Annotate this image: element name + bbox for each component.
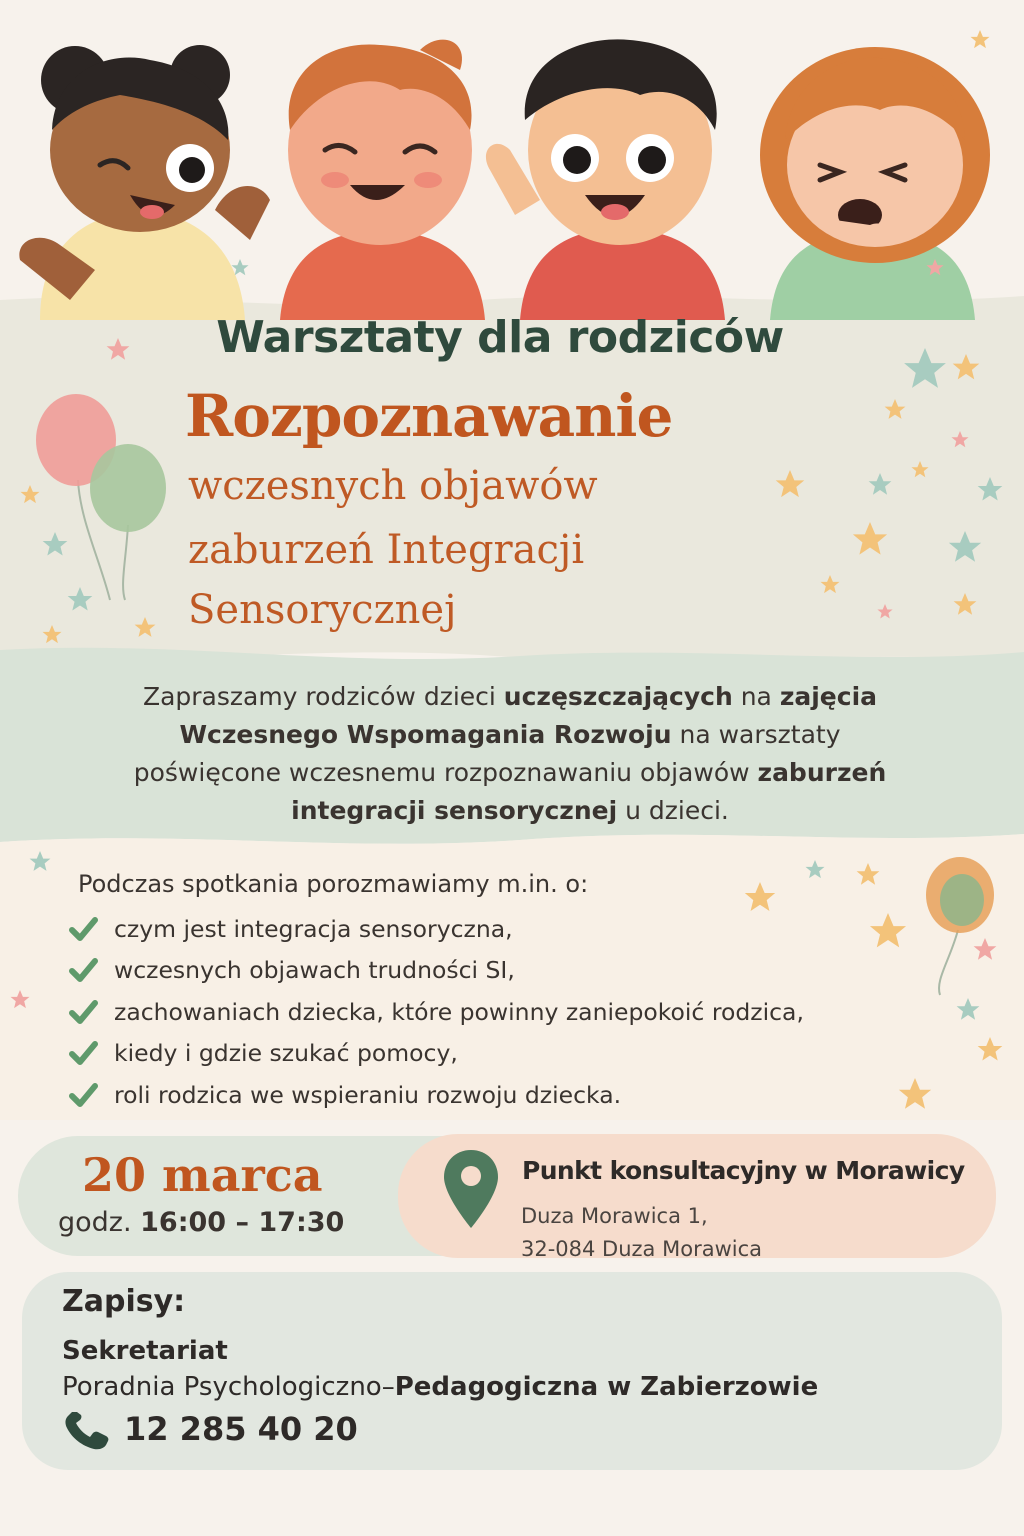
topics-lead: Podczas spotkania porozmawiamy m.in. o: [78,870,589,898]
kid-girl-ginger [760,47,990,320]
check-icon [68,997,98,1027]
topic-text: kiedy i gdzie szukać pomocy, [114,1039,458,1068]
kid-girl-buns [19,45,270,320]
intro-text-bold: Wczesnego Wspomagania Rozwoju [179,720,672,749]
phone-number[interactable]: 12 285 40 20 [124,1410,358,1448]
event-time-prefix: godz. [58,1207,141,1238]
intro-text: u dzieci. [617,796,729,825]
kids-illustration [0,0,1024,320]
heading-sub-line: Sensorycznej [188,587,457,633]
topic-text: czym jest integracja sensoryczna, [114,914,513,943]
signup-organization [62,1372,818,1402]
list-item [68,950,804,992]
intro-text-bold: uczęszczających [503,682,733,711]
check-icon [68,1038,98,1068]
intro-text-bold: integracji sensorycznej [291,796,618,825]
kid-boy-dark-hair [486,39,725,320]
check-icon [68,955,98,985]
intro-text: poświęcone wczesnemu rozpoznawaniu objawów [133,758,758,787]
signup-title: Zapisy: [62,1284,186,1319]
event-date: 20 marca [82,1148,323,1202]
topic-text: wczesnych objawach trudności SI, [114,956,515,985]
signup-org-bold: Pedagogiczna w Zabierzowie [394,1372,819,1402]
location-city: 32-084 Duza Morawica [521,1237,762,1261]
signup-office: Sekretariat [62,1336,228,1366]
list-item [68,1033,804,1075]
topics-list [68,908,804,1116]
list-item [68,991,804,1033]
check-icon [68,914,98,944]
heading-sub-line: wczesnych objawów [188,463,598,509]
intro-text: na [732,682,780,711]
heading-sub-line: zaburzeń Integracji [188,527,585,573]
location-street: Duza Morawica 1, [521,1204,708,1228]
list-item [68,1074,804,1116]
check-icon [68,1080,98,1110]
topic-text: roli rodzica we wspieraniu rozwoju dziecka. [114,1080,622,1109]
phone-icon [62,1412,112,1452]
intro-paragraph [60,678,960,830]
heading-main: Rozpoznawanie [185,382,673,450]
map-pin-icon [442,1148,500,1230]
intro-text: Zapraszamy rodziców dzieci [142,682,504,711]
kid-boy-ginger [280,40,485,320]
signup-org-prefix: Poradnia Psychologiczno– [62,1372,395,1402]
location-title: Punkt konsultacyjny w Morawicy [522,1156,965,1185]
event-time [58,1207,344,1238]
event-time-value: 16:00 – 17:30 [140,1207,345,1238]
topic-text: zachowaniach dziecka, które powinny zaniepokoić rodzica, [114,997,804,1026]
intro-text: na warsztaty [671,720,841,749]
list-item [68,908,804,950]
intro-text-bold: zaburzeń [757,758,887,787]
heading-workshop: Warsztaty dla rodziców [216,312,784,363]
intro-text-bold: zajęcia [779,682,878,711]
